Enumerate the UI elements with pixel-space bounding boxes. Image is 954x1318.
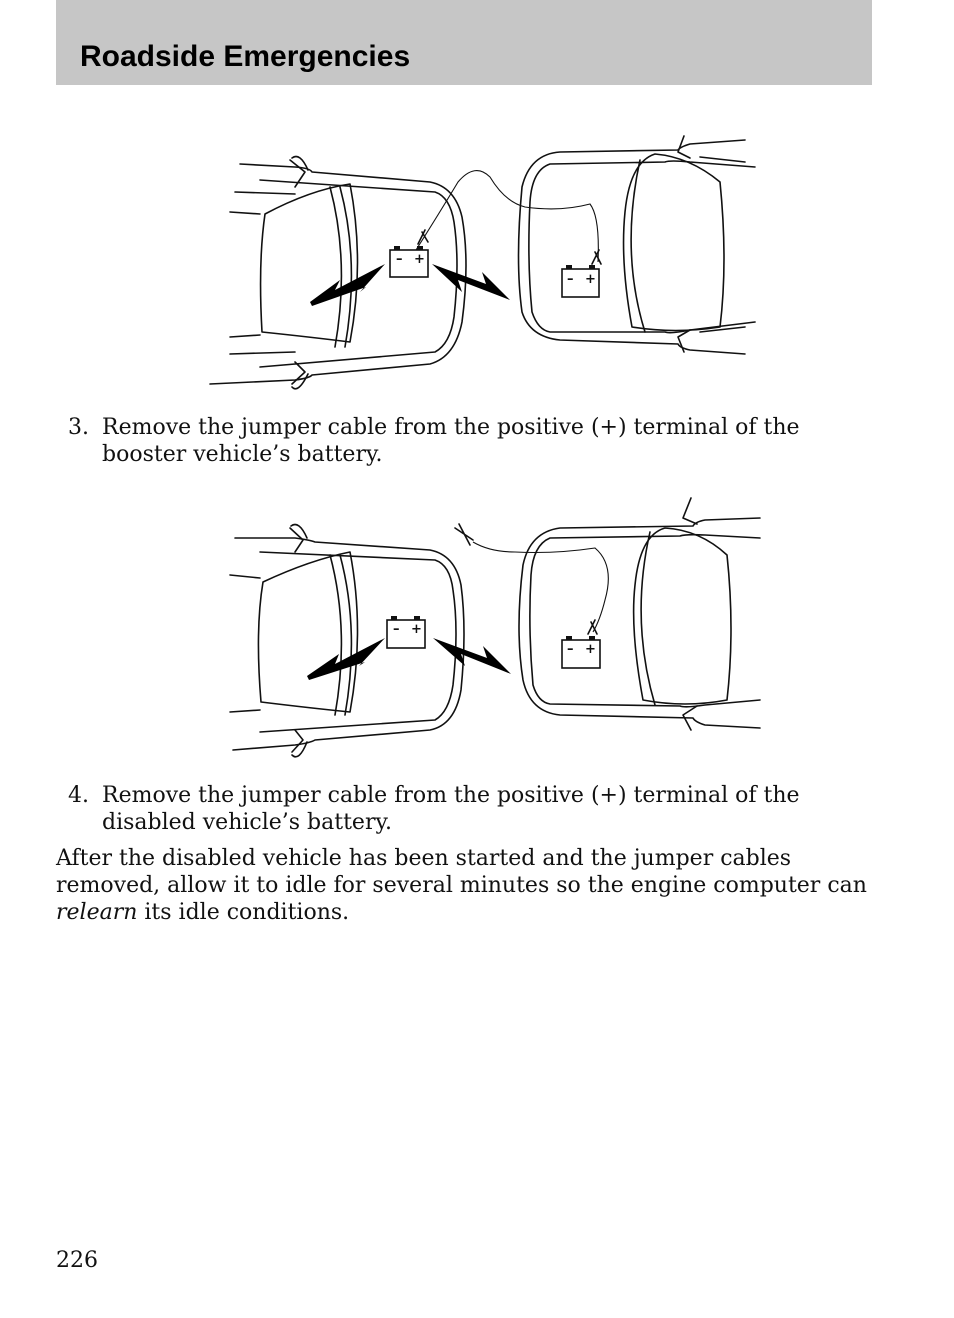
page-title: Roadside Emergencies bbox=[80, 40, 411, 73]
step-number: 4. bbox=[68, 783, 89, 808]
svg-text:–: – bbox=[567, 272, 574, 287]
paragraph-text: After the disabled vehicle has been started and the jumper cables removed, allow it to idle for several minutes so the engine computer can bbox=[56, 846, 867, 898]
jumper-cable bbox=[416, 171, 598, 262]
step-text: Remove the jumper cable from the positive (+) terminal of the disabled vehicle’s battery. bbox=[102, 783, 800, 835]
two-cars-illustration bbox=[200, 122, 770, 397]
jumper-diagram-2 bbox=[215, 490, 770, 765]
battery-booster bbox=[562, 265, 599, 297]
paragraph-text-end: its idle conditions. bbox=[137, 900, 350, 925]
cable-clamp-1 bbox=[418, 230, 428, 244]
spark-bolt-right bbox=[433, 638, 511, 674]
svg-text:–: – bbox=[396, 252, 403, 267]
step-number: 3. bbox=[68, 415, 89, 440]
emphasis-relearn: relearn bbox=[56, 900, 138, 925]
svg-text:–: – bbox=[393, 622, 400, 637]
booster-vehicle bbox=[519, 498, 760, 730]
spark-bolt-left bbox=[307, 638, 385, 680]
svg-text:+: + bbox=[411, 622, 422, 637]
svg-text:–: – bbox=[567, 642, 574, 657]
spark-bolt-right bbox=[432, 264, 510, 300]
idle-relearn-paragraph bbox=[56, 845, 876, 926]
battery-booster bbox=[562, 636, 600, 668]
cable-clamp-loose bbox=[455, 524, 473, 545]
jumper-cable bbox=[473, 542, 608, 632]
page-number: 226 bbox=[56, 1248, 98, 1273]
battery-disabled bbox=[387, 616, 425, 648]
battery-disabled bbox=[390, 246, 428, 277]
jumper-diagram-1 bbox=[200, 122, 770, 397]
step-text: Remove the jumper cable from the positive (+) terminal of the booster vehicle’s battery. bbox=[102, 415, 800, 467]
header-band bbox=[56, 0, 872, 85]
svg-text:+: + bbox=[585, 272, 596, 287]
booster-vehicle bbox=[519, 136, 756, 354]
svg-text:+: + bbox=[585, 642, 596, 657]
disabled-vehicle bbox=[230, 525, 464, 757]
spark-bolt-left bbox=[310, 264, 385, 306]
two-cars-illustration bbox=[215, 490, 770, 765]
cable-clamp-2 bbox=[592, 250, 601, 264]
svg-text:+: + bbox=[414, 252, 425, 267]
